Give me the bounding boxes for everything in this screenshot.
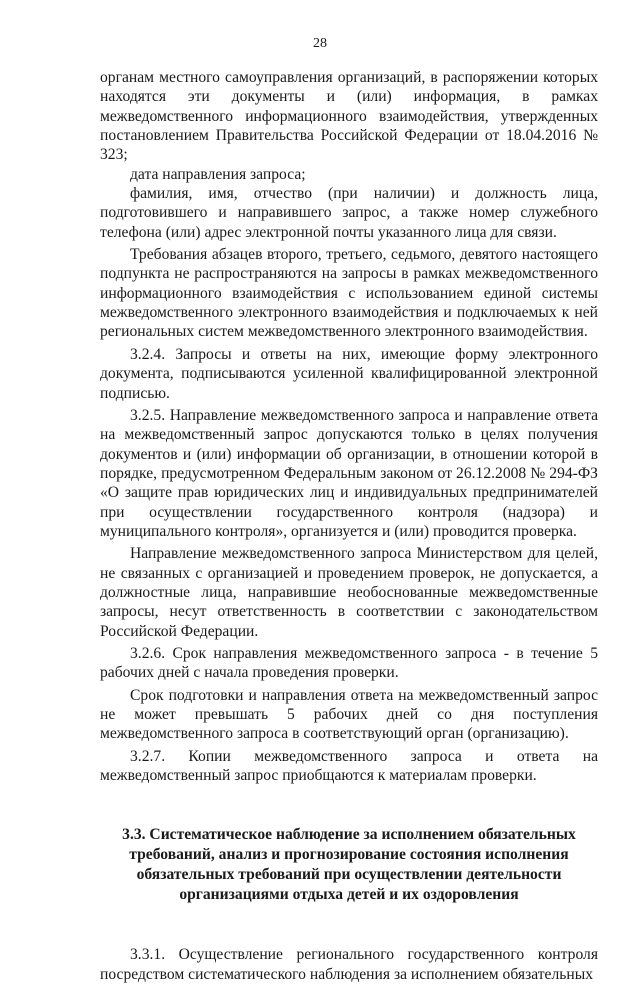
paragraph-3-3-1: 3.3.1. Осуществление регионального государственного контроля посредством систематического наблюдения за исполнением обязательных bbox=[100, 946, 598, 983]
paragraph-3-2-6: 3.2.6. Срок направления межведомственного запроса - в течение 5 рабочих дней с начала проведения проверки. bbox=[100, 644, 598, 682]
section-heading: 3.3. Систематическое наблюдение за исполнением обязательных требований, анализ и прогнозирование состояния исполнения обязательных требований при осуществлении деятельности организациями отдыха детей и их оздоровления bbox=[122, 826, 576, 904]
paragraph-continuation: органам местного самоуправления организаций, в распоряжении которых находятся эти документы и (или) информация, в рамках межведомственного информационного взаимодействия, утвержденных постановлением Правительства Российской Федерации от 18.04.2016 № 323; bbox=[100, 69, 598, 164]
paragraph-sender-info: фамилия, имя, отчество (при наличии) и должность лица, подготовившего и направившего запрос, а также номер служебного телефона (или) адрес электронной почты указанного лица для связи. bbox=[100, 185, 598, 241]
paragraph-request-date: дата направления запроса; bbox=[130, 165, 306, 183]
paragraph-3-2-5: 3.2.5. Направление межведомственного запроса и направление ответа на межведомственный запрос допускаются только в целях получения документов и (или) информации об организации, в отношении которой в порядке, предусмотренном Федеральным законом от 26.12.2008 № 294-ФЗ «О защите прав юридических лиц и индивидуальных предпринимателей при осуществлении государственного контроля (надзора) и муниципального контроля», организуется и (или) проводится проверка. bbox=[100, 406, 598, 540]
paragraph-response-deadline: Срок подготовки и направления ответа на межведомственный запрос не может превышать 5 рабочих дней со дня поступления межведомственного запроса в соответствующий орган (организацию). bbox=[100, 686, 598, 743]
document-body bbox=[100, 68, 598, 984]
paragraph-3-2-7: 3.2.7. Копии межведомственного запроса и ответа на межведомственный запрос приобщаются к материалам проверки. bbox=[100, 747, 598, 785]
page-number: 28 bbox=[313, 36, 327, 51]
paragraph-ministry-requests: Направление межведомственного запроса Министерством для целей, не связанных с организацией и проведением проверок, не допускается, а должностные лица, направившие необоснованные межведомственные запросы, несут ответственность в соответствии с законодательством Российской Федерации. bbox=[100, 545, 598, 640]
paragraph-requirements: Требования абзацев второго, третьего, седьмого, девятого настоящего подпункта не распространяются на запросы в рамках межведомственного информационного взаимодействия с использованием единой системы межведомственного электронного взаимодействия и подключаемых к ней региональных систем межведомственного электронного взаимодействия. bbox=[100, 246, 598, 341]
paragraph-3-2-4: 3.2.4. Запросы и ответы на них, имеющие форму электронного документа, подписываются усиленной квалифицированной электронной подписью. bbox=[100, 345, 598, 402]
